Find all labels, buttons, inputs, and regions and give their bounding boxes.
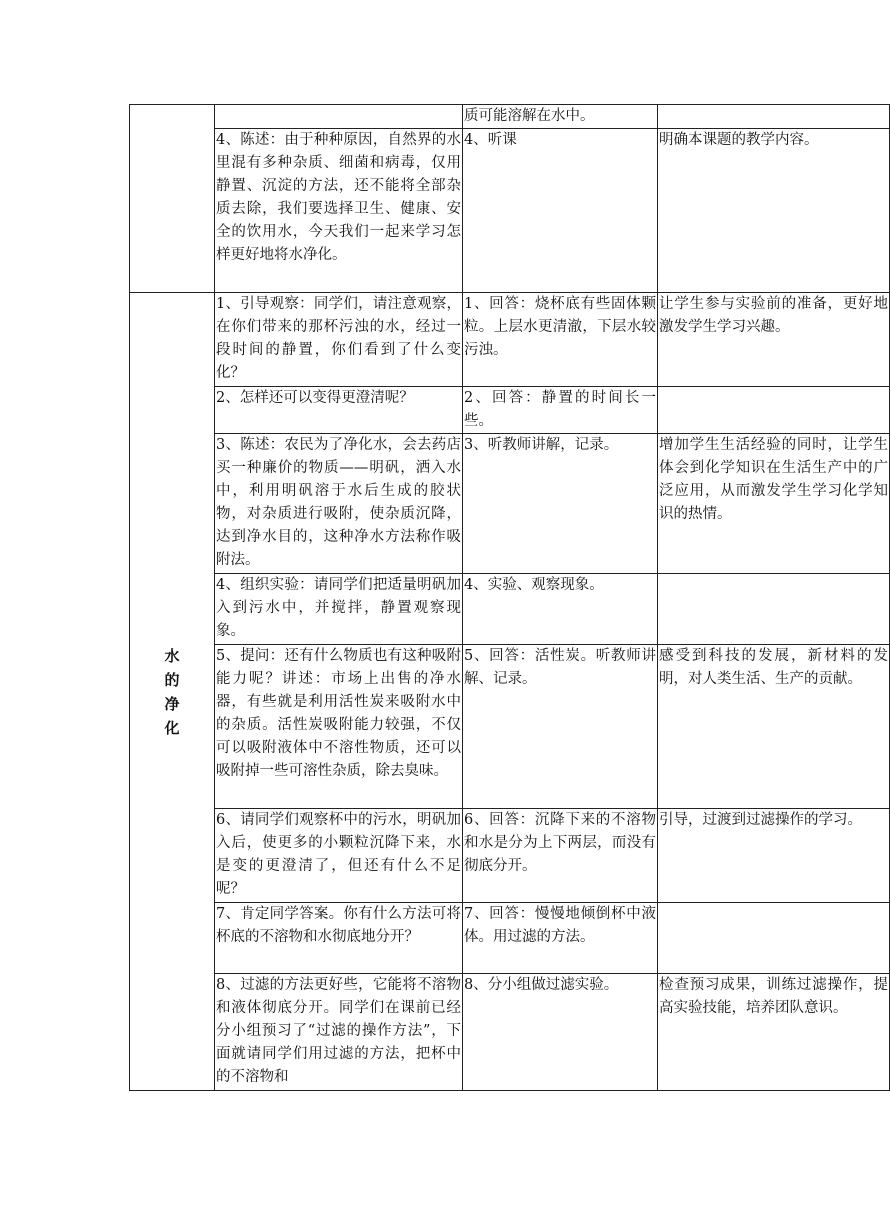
table-row bbox=[130, 387, 890, 434]
section-cell-blank bbox=[130, 105, 215, 293]
table-row bbox=[130, 293, 890, 387]
section-label-cell bbox=[130, 293, 215, 1091]
design-intent-cell bbox=[658, 105, 890, 129]
table-row bbox=[130, 105, 890, 129]
teacher-activity-cell: 5、提问：还有什么物质也有这种吸附能力呢？讲述：市场上出售的净水器，有些就是利用活性炭来吸附水中的杂质。活性炭吸附能力较强，不仅可以吸附液体中不溶性物质，还可以吸附掉一些可溶性杂质，除去臭味。 bbox=[215, 645, 463, 809]
student-activity-cell: 4、听课 bbox=[463, 129, 658, 293]
student-activity-cell: 4、实验、观察现象。 bbox=[463, 574, 658, 645]
table-row bbox=[130, 574, 890, 645]
table-row bbox=[130, 974, 890, 1091]
design-intent-cell: 引导，过渡到过滤操作的学习。 bbox=[658, 809, 890, 903]
teacher-activity-cell bbox=[215, 105, 463, 129]
design-intent-cell: 让学生参与实验前的准备，更好地激发学生学习兴趣。 bbox=[658, 293, 890, 387]
student-activity-cell: 8、分小组做过滤实验。 bbox=[463, 974, 658, 1091]
section-char: 化 bbox=[164, 718, 180, 737]
table-row bbox=[130, 645, 890, 809]
lesson-plan-table bbox=[129, 104, 890, 1091]
teacher-activity-cell: 4、组织实验：请同学们把适量明矾加入到污水中，并搅拌，静置观察现象。 bbox=[215, 574, 463, 645]
table-row bbox=[130, 903, 890, 974]
design-intent-cell bbox=[658, 574, 890, 645]
teacher-activity-cell: 1、引导观察：同学们，请注意观察，在你们带来的那杯污浊的水，经过一段时间的静置，你们看到了什么变化？ bbox=[215, 293, 463, 387]
section-char: 净 bbox=[164, 694, 180, 713]
table-row bbox=[130, 129, 890, 293]
teacher-activity-cell: 3、陈述：农民为了净化水，会去药店买一种廉价的物质——明矾，洒入水中，利用明矾溶于水后生成的胶状物，对杂质进行吸附，使杂质沉降，达到净水目的，这种净水方法称作吸附法。 bbox=[215, 434, 463, 574]
student-activity-cell: 3、听教师讲解，记录。 bbox=[463, 434, 658, 574]
design-intent-cell bbox=[658, 903, 890, 974]
student-activity-cell: 2、回答：静置的时间长一些。 bbox=[463, 387, 658, 434]
student-activity-cell: 质可能溶解在水中。 bbox=[463, 105, 658, 129]
design-intent-cell: 明确本课题的教学内容。 bbox=[658, 129, 890, 293]
teacher-activity-cell: 8、过滤的方法更好些，它能将不溶物和液体彻底分开。同学们在课前已经分小组预习了“过滤的操作方法”，下面就请同学们用过滤的方法，把杯中的不溶物和 bbox=[215, 974, 463, 1091]
section-char: 水 bbox=[164, 646, 180, 665]
teacher-activity-cell: 4、陈述：由于种种原因，自然界的水里混有多种杂质、细菌和病毒，仅用静置、沉淀的方法，还不能将全部杂质去除，我们要选择卫生、健康、安全的饮用水，今天我们一起来学习怎样更好地将水净化。 bbox=[215, 129, 463, 293]
table-row bbox=[130, 434, 890, 574]
teacher-activity-cell: 6、请同学们观察杯中的污水，明矾加入后，使更多的小颗粒沉降下来，水是变的更澄清了，但还有什么不足呢？ bbox=[215, 809, 463, 903]
teacher-activity-cell: 7、肯定同学答案。你有什么方法可将杯底的不溶物和水彻底地分开？ bbox=[215, 903, 463, 974]
section-char: 的 bbox=[164, 670, 180, 689]
teacher-activity-cell: 2、怎样还可以变得更澄清呢？ bbox=[215, 387, 463, 434]
design-intent-cell: 增加学生生活经验的同时，让学生体会到化学知识在生活生产中的广泛应用，从而激发学生学习化学知识的热情。 bbox=[658, 434, 890, 574]
student-activity-cell: 7、回答：慢慢地倾倒杯中液体。用过滤的方法。 bbox=[463, 903, 658, 974]
table-row bbox=[130, 809, 890, 903]
student-activity-cell: 6、回答：沉降下来的不溶物和水是分为上下两层，而没有彻底分开。 bbox=[463, 809, 658, 903]
student-activity-cell: 5、回答：活性炭。听教师讲解、记录。 bbox=[463, 645, 658, 809]
design-intent-cell bbox=[658, 387, 890, 434]
student-activity-cell: 1、回答：烧杯底有些固体颗粒。上层水更清澈，下层水较污浊。 bbox=[463, 293, 658, 387]
design-intent-cell: 检查预习成果，训练过滤操作，提高实验技能，培养团队意识。 bbox=[658, 974, 890, 1091]
design-intent-cell: 感受到科技的发展，新材料的发明，对人类生活、生产的贡献。 bbox=[658, 645, 890, 809]
